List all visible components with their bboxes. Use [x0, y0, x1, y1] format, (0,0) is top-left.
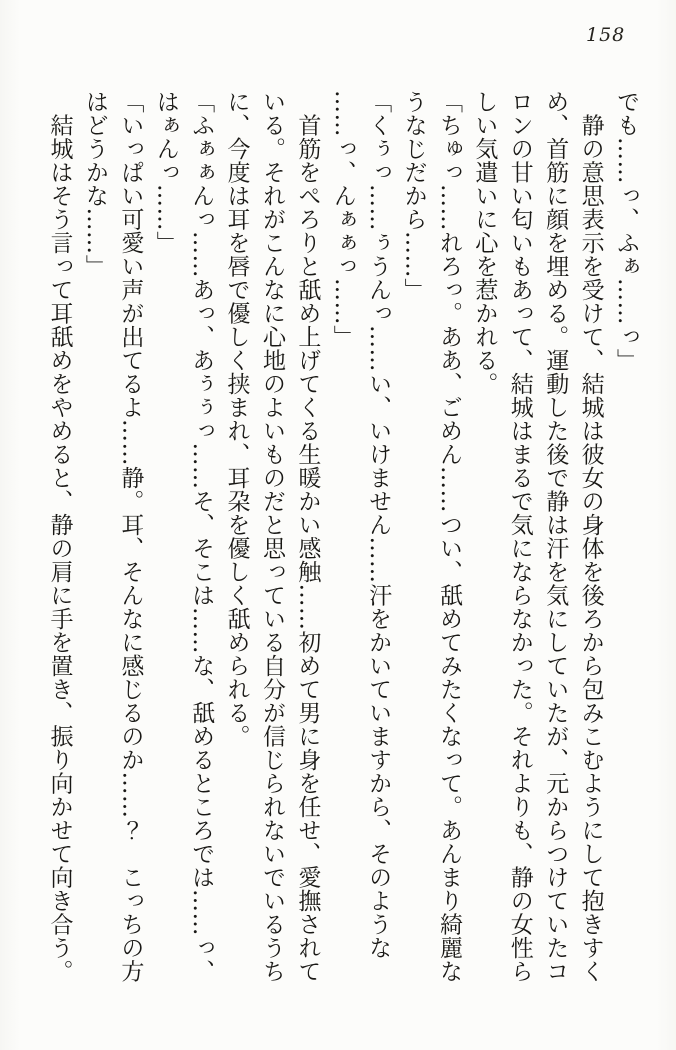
text-line: はぁんっ……」	[152, 90, 179, 255]
text-line: しい気遣いに心を惹かれる。	[471, 90, 498, 396]
text-line: いる。それがこんなに心地のよいものだと思っている自分が信じられないでいるうち	[258, 90, 285, 983]
text-line: 首筋をぺろりと舐め上げてくる生暖かい感触……初めて男に身を任せ、愛撫されて	[294, 90, 321, 983]
text-line: 「ふぁぁんっ……あっ、あぅぅっ……そ、そこは……な、舐めるところでは……っ、	[188, 90, 215, 983]
text-line: に、今度は耳を唇で優しく挟まれ、耳朶を優しく舐められる。	[223, 90, 250, 748]
page-number: 158	[586, 24, 626, 46]
text-line: 「くぅっ……ぅうんっ……い、いけません……汗をかいていますから、そのような	[365, 90, 392, 960]
text-line: でも……っ、ふぁ……っ」	[613, 90, 639, 372]
text-line: うなじだから……」	[400, 90, 427, 302]
text-block	[41, 90, 643, 986]
text-line: はどうかな……」	[81, 90, 108, 278]
text-line: め、首筋に顔を埋める。運動した後で静は汗を気にしていたが、元からつけていたコ	[542, 90, 569, 983]
text-line: 「いっぱい可愛い声が出てるよ……静。耳、そんなに感じるのか……？ こっちの方	[117, 90, 144, 983]
text-line: ロンの甘い匂いもあって、結城はまるで気にならなかった。それよりも、静の女性ら	[506, 90, 533, 983]
text-line: 静の意思表示を受けて、結城は彼女の身体を後ろから包みこむようにして抱きすく	[577, 90, 604, 983]
text-line: ……っ、んぁぁっ……」	[329, 90, 356, 349]
text-line: 「ちゅっ……れろっ。ああ、ごめん……つい、舐めてみたくなって。あんまり綺麗な	[435, 90, 462, 983]
text-line: 結城はそう言って耳舐めをやめると、静の肩に手を置き、振り向かせて向き合う。	[46, 90, 73, 983]
